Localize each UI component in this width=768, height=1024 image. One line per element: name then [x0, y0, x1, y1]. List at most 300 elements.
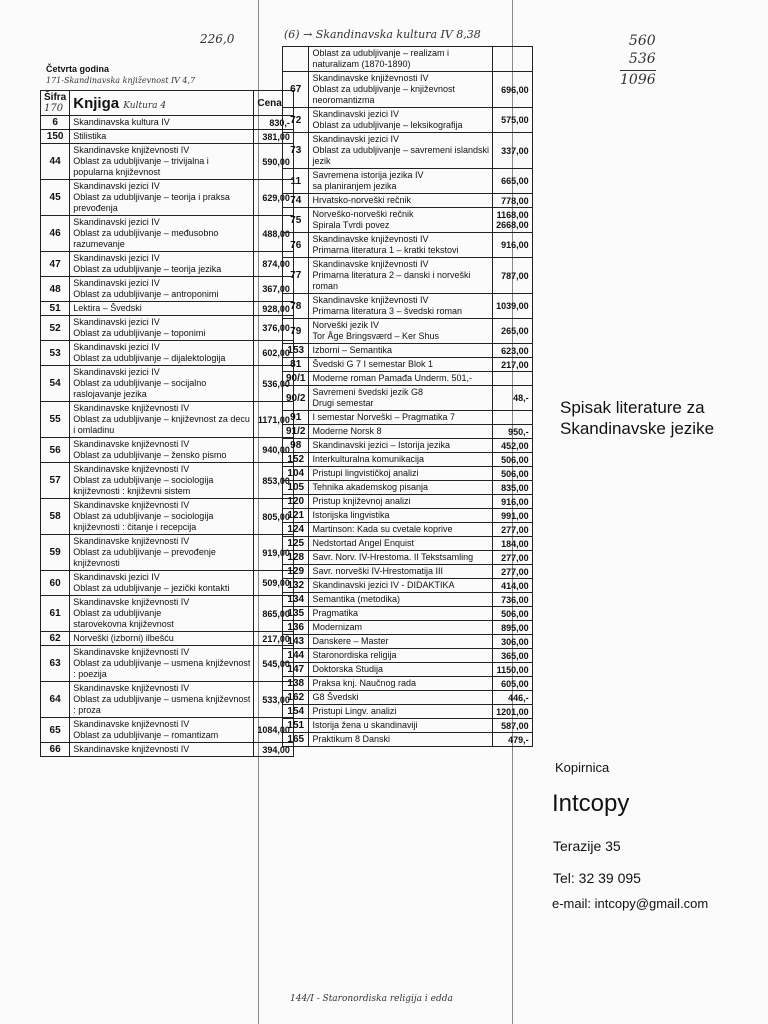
item-title: [70, 341, 254, 366]
item-title-line: Skandinavske književnosti IV: [312, 73, 429, 83]
item-title-line: Interkulturalna komunikacija: [312, 454, 425, 464]
item-title-line: G8 Švedski: [312, 692, 359, 702]
item-title: [309, 133, 493, 169]
item-price: 605,00: [493, 677, 533, 691]
item-title-line: Oblast za udubljivanje – teorija i praksa: [73, 192, 230, 202]
item-title-line: Skandinavske književnosti IV: [73, 439, 190, 449]
item-price: 1171,00: [254, 402, 294, 438]
item-title: [309, 386, 493, 411]
item-title: [70, 130, 254, 144]
item-title-line: Skandinavske književnosti IV: [73, 744, 190, 754]
table-row: [283, 691, 533, 705]
item-title: [70, 571, 254, 596]
item-price: 277,00: [493, 523, 533, 537]
item-title-line: Doktorska Studija: [312, 664, 384, 674]
item-title: [309, 425, 493, 439]
item-title: [70, 302, 254, 316]
item-title-line: Savr. Norv. IV-Hrestoma. II Tekstsamling: [312, 552, 474, 562]
shop-email: e-mail: intcopy@gmail.com: [552, 896, 709, 911]
item-title-line: Oblast za udubljivanje – realizam i: [312, 48, 450, 58]
item-title: [70, 180, 254, 216]
item-code: 11: [283, 169, 309, 194]
item-title: [309, 481, 493, 495]
item-code: 61: [41, 596, 70, 632]
item-title-line: Istorija žena u skandinaviji: [312, 720, 418, 730]
item-title-line: Danskere – Master: [312, 636, 389, 646]
item-code: 91/2: [283, 425, 309, 439]
item-code: 77: [283, 258, 309, 294]
item-price: 545,00: [254, 646, 294, 682]
table-row: [283, 344, 533, 358]
table-row: [41, 571, 294, 596]
item-price: 919,00: [254, 535, 294, 571]
table-row: [41, 499, 294, 535]
item-price: 452,00: [493, 439, 533, 453]
item-title-line: Savr. norveški IV-Hrestomatija III: [312, 566, 444, 576]
item-title-line: Skandinavski jezici IV - DIDAKTIKA: [312, 580, 455, 590]
handwritten-sum: [620, 32, 656, 89]
item-title-line: Primarna literatura 3 – švedski roman: [312, 306, 463, 316]
item-title-line: Oblast za udubljivanje: [73, 608, 162, 618]
item-title: [309, 509, 493, 523]
item-price: 217,00: [254, 632, 294, 646]
item-code: 132: [283, 579, 309, 593]
item-title-line: Norveško-norveški rečnik: [312, 209, 414, 219]
item-price: 835,00: [493, 481, 533, 495]
table-row: [283, 47, 533, 72]
item-price: 376,00: [254, 316, 294, 341]
item-code: 58: [41, 499, 70, 535]
item-title-line: Skandinavske književnosti IV: [312, 234, 429, 244]
item-title-line: Oblast za udubljivanje – usmena književnost: [73, 658, 251, 668]
item-title: [70, 743, 254, 757]
table-row: [41, 463, 294, 499]
item-price: 805,00: [254, 499, 294, 535]
item-title-line: Oblast za udubljivanje – socijalno: [73, 378, 207, 388]
item-code: 53: [41, 341, 70, 366]
item-title-line: Semantika (metodika): [312, 594, 401, 604]
item-price: 265,00: [493, 319, 533, 344]
item-title: [309, 537, 493, 551]
item-title-line: Moderne roman Pamađa Underm. 501,-: [312, 373, 473, 383]
item-price: 533,00: [254, 682, 294, 718]
column-header-sifra: [41, 91, 70, 116]
item-price: 853,00: [254, 463, 294, 499]
item-price: 874,00: [254, 252, 294, 277]
item-code: 59: [41, 535, 70, 571]
item-title-line: Skandinavske književnosti IV: [73, 597, 190, 607]
item-price: 602,00: [254, 341, 294, 366]
table-row: [283, 294, 533, 319]
item-title: [70, 646, 254, 682]
item-code: 56: [41, 438, 70, 463]
table-row: [41, 366, 294, 402]
item-title: [309, 621, 493, 635]
item-code: 120: [283, 495, 309, 509]
item-title: [70, 316, 254, 341]
item-title-line: Skandinavske književnosti IV: [73, 647, 190, 657]
item-title-line: Oblast za udubljivanje – jezički kontakti: [73, 583, 230, 593]
table-row: [41, 402, 294, 438]
table-row: [41, 302, 294, 316]
column-knjiga-note: Kultura 4: [123, 100, 167, 111]
table-row: [283, 372, 533, 386]
table-row: [283, 169, 533, 194]
item-code: 151: [283, 719, 309, 733]
table-row: [283, 551, 533, 565]
item-code: 76: [283, 233, 309, 258]
item-title-line: prevođenja: [73, 203, 118, 213]
item-title-line: Skandinavski jezici IV: [73, 367, 160, 377]
item-title: [70, 216, 254, 252]
item-code: 79: [283, 319, 309, 344]
item-code: 57: [41, 463, 70, 499]
item-price: 623,00: [493, 344, 533, 358]
item-price: 629,00: [254, 180, 294, 216]
item-title-line: Norveški (izborni) ilbešću: [73, 633, 174, 643]
column-sifra-label: Šifra: [44, 92, 67, 103]
item-title: [309, 495, 493, 509]
item-title-line: Skandinavske književnosti IV: [73, 145, 190, 155]
item-title-line: Hrvatsko-norveški rečnik: [312, 195, 411, 205]
item-title-line: Norveški jezik IV: [312, 320, 379, 330]
item-code: 154: [283, 705, 309, 719]
table-row: [283, 467, 533, 481]
item-title: [70, 463, 254, 499]
item-title: [309, 607, 493, 621]
item-title: [309, 663, 493, 677]
item-price: 488,00: [254, 216, 294, 252]
left-price-table: [40, 90, 294, 757]
table-row: [283, 319, 533, 344]
item-title: [309, 169, 493, 194]
document-title: [560, 397, 714, 439]
item-title: [309, 208, 493, 233]
item-title-line: i omladinu: [73, 425, 115, 435]
column-knjiga-label: Knjiga: [73, 94, 120, 112]
item-price: 277,00: [493, 551, 533, 565]
item-title-line: Staronordiska religija: [312, 650, 397, 660]
item-code: 104: [283, 467, 309, 481]
table-row: [41, 718, 294, 743]
item-title: [70, 116, 254, 130]
item-title-line: Moderne Norsk 8: [312, 426, 382, 436]
item-price: 830,-: [254, 116, 294, 130]
item-code: 44: [41, 144, 70, 180]
item-price: 509,00: [254, 571, 294, 596]
item-price: 940,00: [254, 438, 294, 463]
item-title-line: Skandinavske književnosti IV: [73, 464, 190, 474]
table-header: [41, 91, 294, 116]
item-title-line: Skandinavski jezici – Istorija jezika: [312, 440, 451, 450]
item-title-line: Istorijska lingvistika: [312, 510, 390, 520]
item-title-line: neoromantizma: [312, 95, 375, 105]
item-title-line: Skandinavski jezici IV: [73, 217, 160, 227]
item-title-line: Oblast za udubljivanje – sociologija: [73, 511, 214, 521]
item-title-line: Savremena istorija jezika IV: [312, 170, 424, 180]
item-price: 337,00: [493, 133, 533, 169]
item-code: 78: [283, 294, 309, 319]
item-title-line: Skandinavski jezici IV: [312, 109, 400, 119]
item-title-line: roman: [312, 281, 338, 291]
table-row: [283, 194, 533, 208]
item-price: 184,00: [493, 537, 533, 551]
item-title: [70, 438, 254, 463]
item-title: [309, 677, 493, 691]
item-code: 136: [283, 621, 309, 635]
handwritten-header-note: (6) → Skandinavska kultura IV 8,38: [284, 28, 481, 41]
item-title-line: Skandinavski jezici IV: [73, 181, 160, 191]
item-price: 991,00: [493, 509, 533, 523]
item-title-line: Oblast za udubljivanje – romantizam: [73, 730, 219, 740]
item-title-line: Oblast za udubljivanje – usmena književnost: [73, 694, 251, 704]
table-row: [283, 411, 533, 425]
item-code: 73: [283, 133, 309, 169]
item-code: 67: [283, 72, 309, 108]
item-title: [309, 593, 493, 607]
item-price: 1201,00: [493, 705, 533, 719]
item-title-line: Oblast za udubljivanje – toponimi: [73, 328, 206, 338]
item-code: 60: [41, 571, 70, 596]
item-code: 153: [283, 344, 309, 358]
table-row: [283, 386, 533, 411]
item-title-line: Skandinavska kultura IV: [73, 117, 170, 127]
table-row: [283, 565, 533, 579]
item-title-line: Oblast za udubljivanje – sociologija: [73, 475, 214, 485]
table-row: [283, 439, 533, 453]
item-title-line: Pristupi lingvističkoj analizi: [312, 468, 419, 478]
item-title-line: Skandinavske književnosti IV: [312, 295, 429, 305]
item-title-line: Oblast za udubljivanje – trivijalna i: [73, 156, 209, 166]
item-code: 45: [41, 180, 70, 216]
item-price: 865,00: [254, 596, 294, 632]
item-code: 81: [283, 358, 309, 372]
item-title-line: naturalizam (1870-1890): [312, 59, 411, 69]
item-price: 506,00: [493, 467, 533, 481]
table-row: [41, 252, 294, 277]
item-price: 306,00: [493, 635, 533, 649]
table-row: [283, 108, 533, 133]
item-code: 46: [41, 216, 70, 252]
item-title: [309, 719, 493, 733]
item-title-line: Skandinavski jezici IV: [73, 317, 160, 327]
table-row: [41, 438, 294, 463]
item-title: [309, 691, 493, 705]
table-row: [283, 537, 533, 551]
table-row: [41, 743, 294, 757]
column-header-cena: Cena: [254, 91, 294, 116]
item-title: [70, 144, 254, 180]
item-price: 446,-: [493, 691, 533, 705]
shop-phone: Tel: 32 39 095: [553, 870, 641, 886]
item-title: [309, 358, 493, 372]
table-row: [283, 719, 533, 733]
item-title: [309, 453, 493, 467]
item-title-line: Skandinavske književnosti IV: [73, 683, 190, 693]
item-title: [70, 596, 254, 632]
table-row: [41, 130, 294, 144]
item-title-line: Skandinavski jezici IV: [73, 253, 160, 263]
item-title-line: Nedstortad Angel Enquist: [312, 538, 415, 548]
item-price: 916,00: [493, 233, 533, 258]
table-row: [283, 495, 533, 509]
item-title-line: popularna književnost: [73, 167, 161, 177]
handwritten-footer-note: 144/I - Staronordiska religija i edda: [290, 994, 453, 1004]
table-row: [283, 133, 533, 169]
item-title-line: Skandinavske književnosti IV: [73, 719, 190, 729]
item-code: 144: [283, 649, 309, 663]
right-price-table: [282, 46, 533, 747]
item-code: 74: [283, 194, 309, 208]
table-row: [41, 277, 294, 302]
item-title-line: književnosti : književni sistem: [73, 486, 191, 496]
item-title: [309, 233, 493, 258]
item-title: [70, 632, 254, 646]
item-code: 150: [41, 130, 70, 144]
item-price: 394,00: [254, 743, 294, 757]
item-code: 152: [283, 453, 309, 467]
column-sifra-note: 170: [44, 103, 64, 114]
item-price: 48,-: [493, 386, 533, 411]
item-price: 590,00: [254, 144, 294, 180]
item-title: [309, 439, 493, 453]
item-price: 895,00: [493, 621, 533, 635]
item-code: 52: [41, 316, 70, 341]
year-label: Četvrta godina: [46, 64, 110, 74]
item-price: 367,00: [254, 277, 294, 302]
item-price: 506,00: [493, 607, 533, 621]
item-code: 162: [283, 691, 309, 705]
item-code: 72: [283, 108, 309, 133]
item-title-line: Praksa knj. Naučnog rada: [312, 678, 417, 688]
sum-value-1: 560: [628, 33, 656, 49]
item-code: 121: [283, 509, 309, 523]
table-row: [41, 341, 294, 366]
item-title: [309, 258, 493, 294]
item-code: 91: [283, 411, 309, 425]
table-row: [41, 682, 294, 718]
table-row: [283, 579, 533, 593]
item-title: [70, 252, 254, 277]
item-title-line: sa planiranjem jezika: [312, 181, 397, 191]
item-title: [309, 523, 493, 537]
item-title-line: Tor Åge Bringsværd – Ker Shus: [312, 331, 440, 341]
item-title: [309, 551, 493, 565]
shop-name: Intcopy: [552, 790, 630, 817]
handwritten-note-line: 171-Skandinavska književnost IV 4,7: [46, 76, 196, 85]
item-code: 134: [283, 593, 309, 607]
table-row: [283, 523, 533, 537]
item-title-line: Martinson: Kada su cvetale koprive: [312, 524, 453, 534]
item-price: [493, 372, 533, 386]
table-row: [283, 233, 533, 258]
item-code: 62: [41, 632, 70, 646]
table-row: [283, 677, 533, 691]
item-title: [309, 294, 493, 319]
table-row: [283, 208, 533, 233]
item-price: 928,00: [254, 302, 294, 316]
item-price: 950,-: [493, 425, 533, 439]
item-title-line: Oblast za udubljivanje – književnost za decu: [73, 414, 250, 424]
table-row: [283, 453, 533, 467]
table-row: [41, 646, 294, 682]
table-row: [41, 116, 294, 130]
item-code: 105: [283, 481, 309, 495]
item-code: 135: [283, 607, 309, 621]
item-code: 64: [41, 682, 70, 718]
item-title: [70, 402, 254, 438]
item-title-line: razumevanje: [73, 239, 125, 249]
item-title: [309, 372, 493, 386]
item-title-line: Pristupi Lingv. analizi: [312, 706, 397, 716]
item-title: [309, 47, 493, 72]
item-code: 165: [283, 733, 309, 747]
item-title: [309, 194, 493, 208]
item-title: [309, 344, 493, 358]
item-price: 575,00: [493, 108, 533, 133]
table-row: [41, 144, 294, 180]
table-row: [41, 596, 294, 632]
item-title: [70, 277, 254, 302]
title-line-1: Spisak literature za: [560, 398, 705, 417]
item-title: [309, 705, 493, 719]
shop-label: Kopirnica: [555, 760, 610, 775]
item-price: 479,-: [493, 733, 533, 747]
item-title-line: Stilistika: [73, 131, 107, 141]
item-title: [309, 411, 493, 425]
table-row: [283, 509, 533, 523]
item-title-line: Skandinavski jezici IV: [73, 572, 160, 582]
table-row: [283, 258, 533, 294]
item-title-line: Primarna literatura 2 – danski i norveški: [312, 270, 471, 280]
item-code: 55: [41, 402, 70, 438]
table-row: [283, 72, 533, 108]
table-row: [41, 632, 294, 646]
item-code: 125: [283, 537, 309, 551]
item-price: 365,00: [493, 649, 533, 663]
sum-total: 1096: [620, 72, 656, 88]
item-code: 48: [41, 277, 70, 302]
item-title-line: Modernizam: [312, 622, 362, 632]
handwritten-note-top: 226,0: [200, 32, 235, 46]
item-code: 66: [41, 743, 70, 757]
item-code: 124: [283, 523, 309, 537]
item-title-line: jezik: [312, 156, 331, 166]
item-title-line: Oblast za udubljivanje – književnost: [312, 84, 456, 94]
item-title-line: Pragmatika: [312, 608, 358, 618]
item-title-line: Oblast za udubljivanje – savremeni islandski: [312, 145, 490, 155]
item-title: [309, 733, 493, 747]
item-title-line: Švedski G 7 I semestar Blok 1: [312, 359, 434, 369]
item-title-line: Primarna literatura 1 – kratki tekstovi: [312, 245, 459, 255]
item-code: 54: [41, 366, 70, 402]
item-code: 129: [283, 565, 309, 579]
item-title-line: Oblast za udubljivanje – teorija jezika: [73, 264, 222, 274]
item-price: 217,00: [493, 358, 533, 372]
item-code: 138: [283, 677, 309, 691]
item-title-line: Praktikum 8 Danski: [312, 734, 390, 744]
item-title-line: Skandinavske književnosti IV: [73, 500, 190, 510]
item-price: 787,00: [493, 258, 533, 294]
item-code: 47: [41, 252, 70, 277]
item-title-line: raslojavanje jezika: [73, 389, 147, 399]
item-title: [70, 535, 254, 571]
item-price: 778,00: [493, 194, 533, 208]
item-title: [70, 682, 254, 718]
shop-address: Terazije 35: [553, 838, 621, 854]
item-title-line: Drugi semestar: [312, 398, 374, 408]
table-row: [283, 425, 533, 439]
